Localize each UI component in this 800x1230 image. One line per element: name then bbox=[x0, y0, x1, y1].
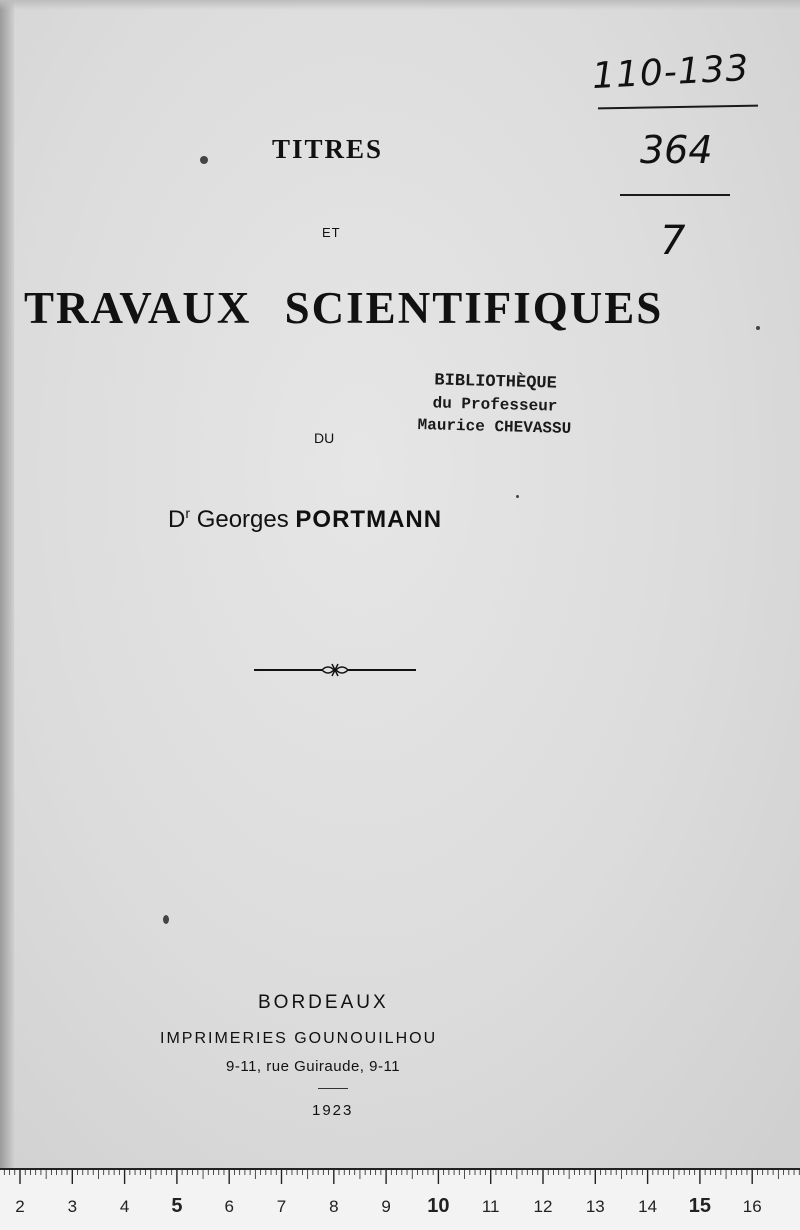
ruler-scale bbox=[0, 1170, 800, 1230]
main-title: TRAVAUX SCIENTIFIQUES bbox=[24, 282, 663, 334]
ruler-label: 6 bbox=[224, 1197, 233, 1216]
handwritten-shelfmark-line3: 7 bbox=[660, 218, 685, 264]
paper-speck bbox=[756, 326, 760, 330]
ruler-label: 8 bbox=[329, 1197, 338, 1216]
imprint-address: 9-11, rue Guiraude, 9-11 bbox=[226, 1058, 400, 1075]
measuring-ruler bbox=[0, 1168, 800, 1230]
ruler-label: 11 bbox=[482, 1197, 500, 1216]
imprint-printer: IMPRIMERIES GOUNOUILHOU bbox=[160, 1030, 437, 1048]
library-stamp bbox=[399, 370, 591, 441]
handwritten-shelfmark-line1: 110-133 bbox=[591, 48, 750, 97]
paper-speck bbox=[163, 915, 169, 924]
title-titres: TITRES bbox=[272, 134, 383, 165]
imprint-year: 1923 bbox=[312, 1102, 353, 1119]
ruler-label: 3 bbox=[68, 1197, 77, 1216]
ruler-label: 16 bbox=[743, 1197, 762, 1216]
ruler-label: 13 bbox=[586, 1197, 605, 1216]
stamp-line-2: du Professeur bbox=[400, 392, 591, 419]
ruler-label: 7 bbox=[277, 1197, 286, 1216]
top-edge-shadow bbox=[0, 0, 800, 10]
stamp-line-1: BIBLIOTHÈQUE bbox=[400, 370, 591, 397]
title-et: ET bbox=[322, 225, 341, 240]
handwritten-shelfmark-line2: 364 bbox=[640, 128, 713, 172]
handwritten-underline-1 bbox=[598, 105, 758, 110]
ruler-label: 10 bbox=[427, 1195, 449, 1217]
ruler-label: 9 bbox=[381, 1197, 390, 1216]
author-last-name: PORTMANN bbox=[295, 506, 442, 533]
imprint-rule bbox=[318, 1088, 348, 1089]
ruler-label: 15 bbox=[689, 1195, 711, 1217]
ruler-label: 12 bbox=[534, 1197, 553, 1216]
handwritten-underline-2 bbox=[620, 194, 730, 196]
paper-speck bbox=[516, 495, 519, 498]
ruler-label: 5 bbox=[171, 1195, 182, 1217]
ruler-label: 14 bbox=[638, 1197, 657, 1216]
author-line bbox=[168, 505, 442, 534]
imprint-city: BORDEAUX bbox=[258, 992, 389, 1014]
author-prefix: D bbox=[168, 506, 185, 533]
ornament-divider bbox=[254, 660, 416, 680]
author-first-name: Georges bbox=[197, 506, 289, 533]
spine-shadow bbox=[0, 0, 14, 1168]
stamp-line-3: Maurice CHEVASSU bbox=[399, 414, 590, 441]
ruler-label: 4 bbox=[120, 1197, 129, 1216]
paper-speck bbox=[200, 156, 208, 164]
title-du: DU bbox=[314, 430, 334, 446]
author-prefix-sup: r bbox=[185, 505, 190, 521]
ruler-label: 2 bbox=[15, 1197, 24, 1216]
